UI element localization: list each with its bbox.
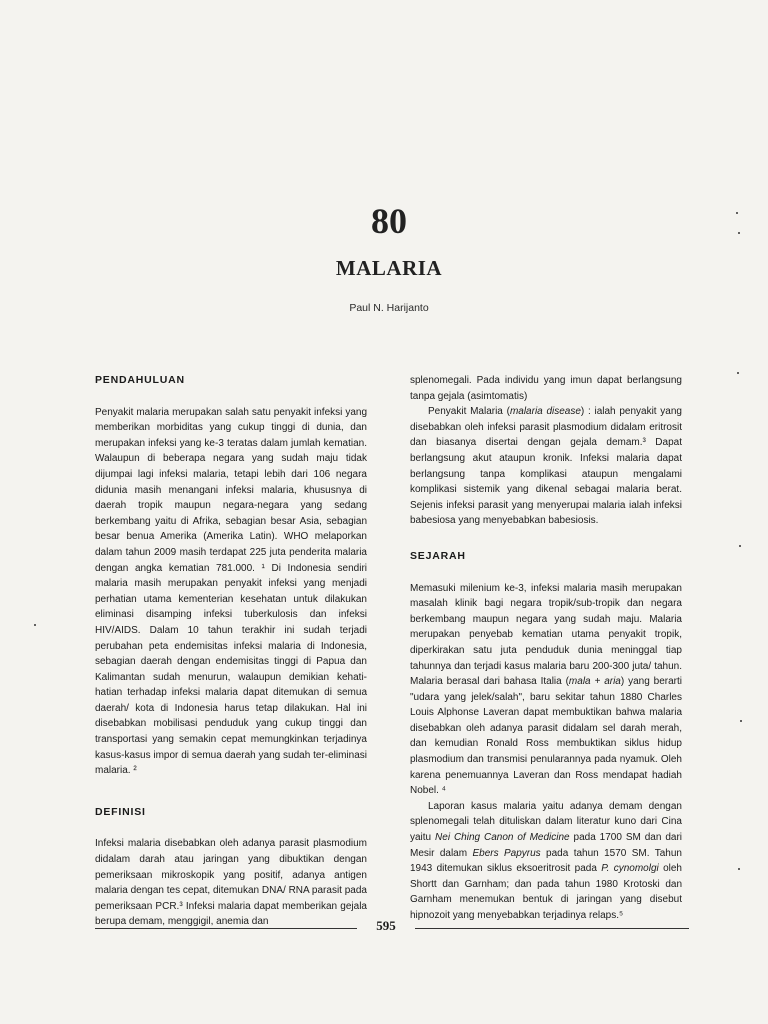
text-run: pada tahun 1570 SM. Tahun 1943 ditemukan siklus eksoeritrosit pada	[410, 847, 682, 875]
text-run: ) : ialah penyakit yang disebabkan oleh infeksi parasit plasmodium didalam eritrosit dan biasanya disertai dengan gejala demam.³ Dapat berlangsung akut ataupun kronik. Infeksi malaria dapat berlangsung tanpa komplikasi ataupun mengalami komplikasi sistemik yang dikenal sebagai malaria berat. Sejenis infeksi parasit yang menyerupai malaria ialah infeksi babesiosa yang menyebabkan babesiosis.	[410, 406, 682, 527]
text-run: Memasuki milenium ke-3, infeksi malaria masih merupakan masalah klinik bagi negara tropik/sub-tropik dan negara berkembang maupun negara yang sudah maju. Malaria merupakan penyebab kematian utama penyakit tropik, diperkirakan satu juta penduduk dunia meninggal tiap tahunnya dan terjadi kasus malaria baru 200-300 juta/ tahun. Malaria berasal dari bahasa Italia (	[410, 582, 682, 688]
definisi-continuation: splenomegali. Pada individu yang imun dapat berlangsung tanpa gejala (asimtomatis)	[410, 375, 682, 402]
title-ebers-papyrus: Ebers Papyrus	[472, 847, 541, 859]
term-malaria-disease: malaria disease	[509, 406, 581, 418]
chapter-title: MALARIA	[335, 256, 443, 280]
text-run: ) yang berarti "udara yang jelek/salah", baru sekitar tahun 1880 Charles Louis Alphonse Laveran dapat membuktikan bahwa malaria disebabkan oleh adanya parasit didalam sel darah merah, dan kemudian Ronald Ross membuktikan siklus hidup plasmodium dan transmisi penularannya pada nyamuk. Oleh karena penemuannya Laveran dan Ross mendapat hadiah Nobel. ⁴	[410, 676, 682, 797]
page-number: 595	[376, 918, 396, 933]
text-run: Penyakit Malaria (	[428, 406, 510, 418]
text-run: Laporan kasus malaria yaitu adanya demam dengan splenomegali telah dituliskan dalam literatur kuno dari Cina yaitu	[410, 800, 682, 844]
right-column	[410, 373, 682, 924]
text-run: oleh Shortt dan Garnham; dan pada tahun 1980 Krotoski dan Garnham menemukan bentuk di jaringan yang disebut hipnozoit yang menyebabkan terjadinya relaps.⁵	[410, 863, 682, 921]
term-mala-aria: mala + aria	[568, 676, 621, 688]
left-column	[95, 373, 367, 930]
species-p-cynomolgi: P. cynomolgi	[601, 863, 659, 875]
footer-rule-left	[95, 928, 357, 929]
definisi-paragraph: Infeksi malaria disebabkan oleh adanya parasit plasmodium didalam darah atau jaringan yang dibuktikan dengan pemeriksaan mikroskopik yang positif, adanya antigen malaria dengan tes cepat, ditemukan DNA/ RNA parasit pada pemeriksaan PCR.³ Infeksi malaria dapat memberikan gejala berupa demam, menggigil, anemia dan	[95, 838, 367, 928]
sejarah-paragraph-2	[410, 799, 682, 924]
heading-pendahuluan: PENDAHULUAN	[95, 374, 185, 386]
scan-speck	[738, 868, 740, 870]
page-footer	[95, 918, 689, 938]
scan-speck	[739, 545, 741, 547]
chapter-number: 80	[371, 201, 407, 241]
heading-sejarah: SEJARAH	[410, 549, 466, 562]
scan-speck	[736, 212, 738, 214]
scan-speck	[34, 624, 36, 626]
text-run: pada 1700 SM dan dari Mesir dalam	[410, 832, 683, 859]
title-nei-ching: Nei Ching Canon of Medicine	[435, 832, 570, 844]
heading-definisi: DEFINISI	[95, 805, 146, 818]
scan-speck	[737, 372, 739, 374]
malaria-disease-paragraph	[410, 404, 682, 529]
scan-speck	[740, 720, 742, 722]
pendahuluan-paragraph: Penyakit malaria merupakan salah satu penyakit infeksi yang memberikan morbiditas yang cukup tinggi di dunia, dan merupakan infeksi yang ke-3 teratas dalam jumlah kematian. Walaupun di beberapa negara yang sudah maju tidak dijumpai lagi infeksi malaria, tetapi lebih dari 106 negara didunia masih menangani infeksi malaria, khususnya di daerah tropik maupun negara-negara yang sedang berkembang yaitu di Afrika, sebagian besar Asia, sebagian besar benua Amerika (Amerika Latin). WHO melaporkan dalam tahun 2009 masih terdapat 225 juta penderita malaria dengan angka kematian 781.000. ¹ Di Indonesia sendiri malaria masih merupakan penyakit infeksi yang menjadi perhatian utama kementerian kesehatan untuk dilakukan eliminasi disamping infeksi tuberkulosis dan infeksi HIV/AIDS. Dalam 10 tahun terakhir ini sudah terjadi perubahan peta endemisitas infeksi malaria di Indonesia, sebagian daerah dengan endemisitas tinggi di Papua dan Kalimantan sudah menurun, walaupun demikian kehati-hatian terhadap infeksi malaria dapat ditemukan di semua daerah/ kota di Indonesia harus tetap dilakukan. Hal ini disebabkan mobilisasi penduduk yang cukup tinggi dan transportasi yang semakin cepat memungkinkan terjadinya kasus-kasus impor di semua daerah yang sudah ter-eliminasi malaria. ²	[95, 406, 367, 777]
author: Paul N. Harijanto	[349, 302, 429, 314]
scan-speck	[738, 232, 740, 234]
sejarah-paragraph-1	[410, 581, 682, 799]
footer-rule-right	[415, 928, 689, 929]
